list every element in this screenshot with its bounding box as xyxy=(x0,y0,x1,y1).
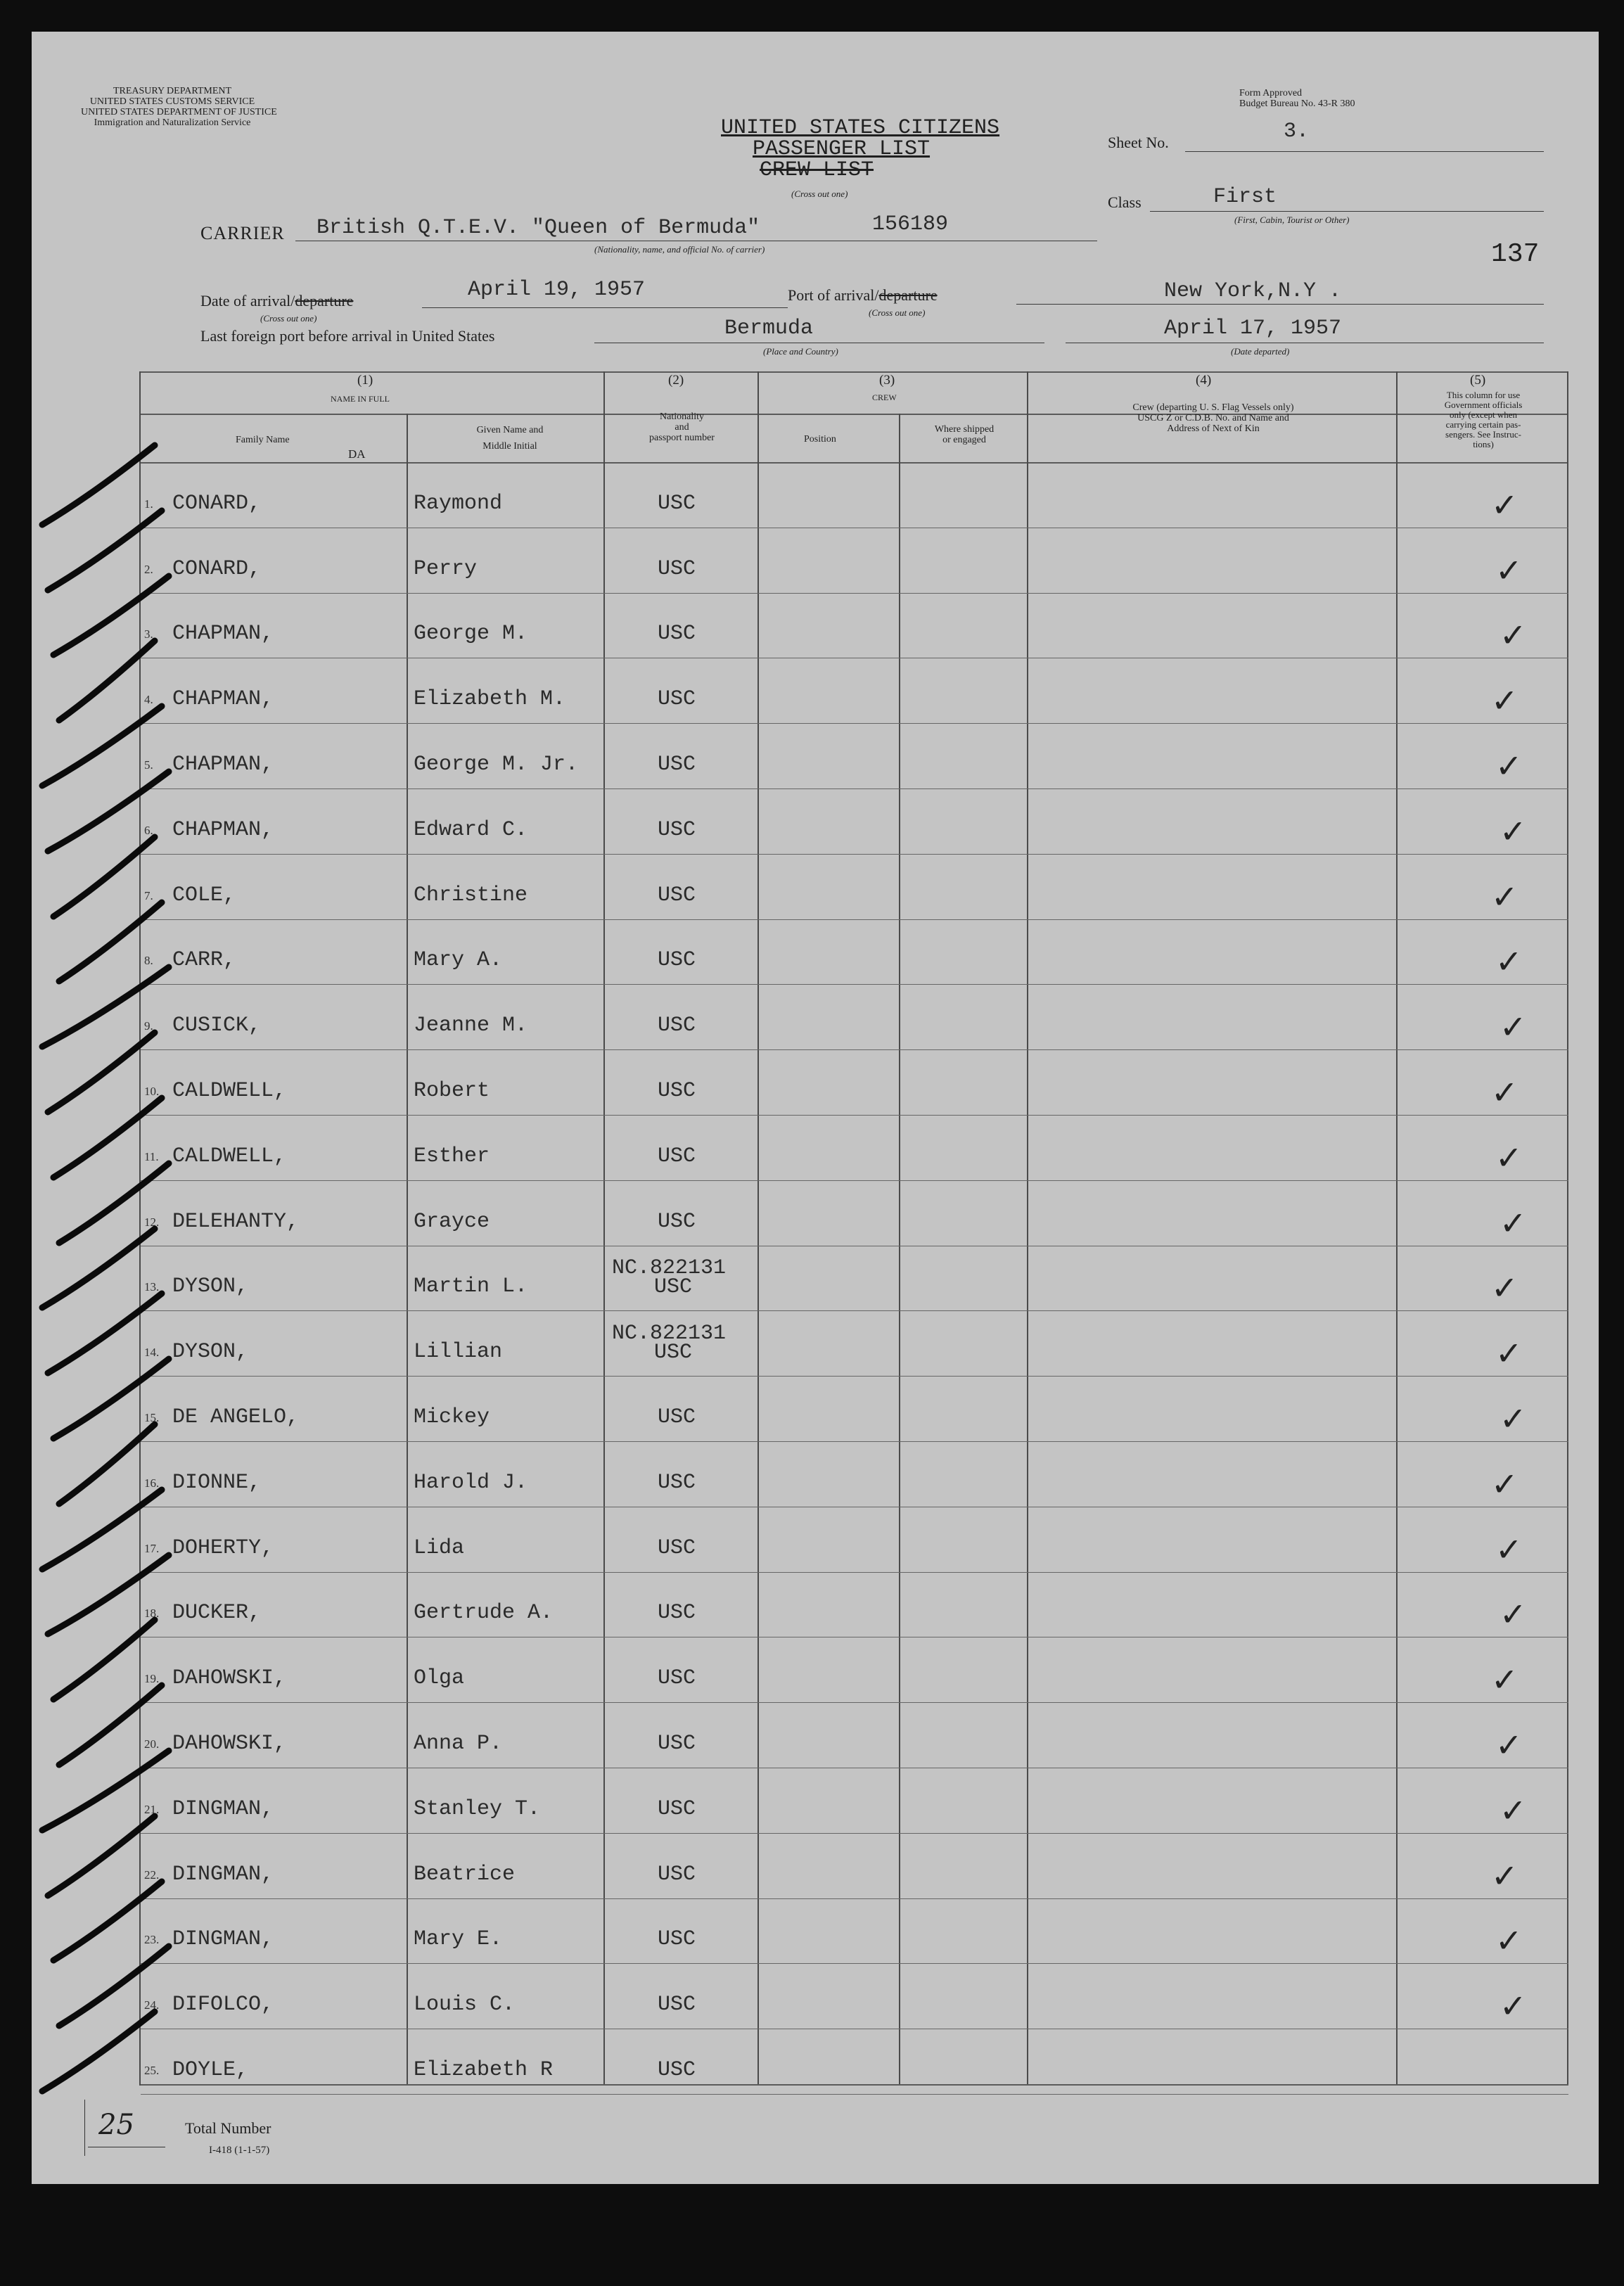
cross-out-note: (Cross out one) xyxy=(791,189,848,199)
nationality: USC xyxy=(658,492,696,516)
row-number: 7. xyxy=(144,889,153,902)
given-name: Gertrude A. xyxy=(414,1601,554,1625)
family-name: DINGMAN, xyxy=(172,1863,274,1886)
nationality: USC xyxy=(658,557,696,581)
given-name: Christine xyxy=(414,883,528,907)
col1-number: (1) xyxy=(357,373,373,388)
nationality: USC xyxy=(658,1405,696,1429)
family-name: CONARD, xyxy=(172,492,262,516)
row-number: 20. xyxy=(144,1737,160,1751)
margin-slash-mark xyxy=(42,445,155,525)
row-number: 8. xyxy=(144,954,153,967)
margin-slash-mark xyxy=(53,837,155,917)
family-name: DINGMAN, xyxy=(172,1797,274,1821)
col4-header: Crew (departing U. S. Flag Vessels only) USCG Z or C.D.B. No. and Name and Address of Next of Kin xyxy=(1132,402,1294,434)
margin-slash-mark xyxy=(59,1685,162,1765)
nationality: USC xyxy=(654,1341,693,1365)
nationality: USC xyxy=(658,1079,696,1103)
nationality: USC xyxy=(658,1863,696,1886)
family-name: DIONNE, xyxy=(172,1471,262,1495)
family-name-header: Family Name xyxy=(236,435,290,445)
row-number: 11. xyxy=(144,1150,159,1163)
given-name: George M. xyxy=(414,622,528,646)
col3-number: (3) xyxy=(879,373,895,388)
official-check-mark: ✓ xyxy=(1495,943,1523,981)
family-name: CALDWELL, xyxy=(172,1079,287,1103)
struck-departure: departure xyxy=(295,292,354,309)
family-name: DUCKER, xyxy=(172,1601,262,1625)
class-caption: (First, Cabin, Tourist or Other) xyxy=(1234,215,1350,225)
given-name: Grayce xyxy=(414,1210,490,1234)
family-name: DAHOWSKI, xyxy=(172,1666,287,1690)
col4-number: (4) xyxy=(1196,373,1212,388)
official-check-mark: ✓ xyxy=(1495,1726,1523,1764)
official-check-mark: ✓ xyxy=(1495,551,1523,589)
row-number: 9. xyxy=(144,1019,153,1033)
nationality: USC xyxy=(658,1536,696,1560)
given-name: Edward C. xyxy=(414,818,528,842)
row-number: 18. xyxy=(144,1607,160,1620)
form-approved: Form Approved xyxy=(1239,88,1303,98)
last-port-caption: (Place and Country) xyxy=(763,346,838,357)
given-name: Mary E. xyxy=(414,1927,503,1951)
nationality: USC xyxy=(658,1666,696,1690)
given-name: Anna P. xyxy=(414,1732,503,1756)
official-check-mark: ✓ xyxy=(1491,1857,1518,1895)
margin-slash-mark xyxy=(48,1033,155,1112)
nationality: USC xyxy=(658,622,696,646)
family-name: DOHERTY, xyxy=(172,1536,274,1560)
margin-slash-mark xyxy=(53,1098,162,1177)
official-check-mark: ✓ xyxy=(1491,1269,1518,1307)
row-number: 15. xyxy=(144,1411,160,1424)
row-number: 25. xyxy=(144,2064,160,2077)
date-cross-out: (Cross out one) xyxy=(260,313,317,324)
nationality: USC xyxy=(658,1927,696,1951)
official-check-mark: ✓ xyxy=(1491,682,1518,720)
official-check-mark: ✓ xyxy=(1491,1073,1518,1111)
position-header: Position xyxy=(804,434,836,445)
form-subtitle: PASSENGER LIST xyxy=(753,137,931,161)
nationality: USC xyxy=(658,1144,696,1168)
last-port-label: Last foreign port before arrival in United States xyxy=(200,327,495,345)
given-name: Esther xyxy=(414,1144,490,1168)
official-check-mark: ✓ xyxy=(1500,1400,1527,1438)
nationality: USC xyxy=(658,1993,696,2017)
struck-word: CREW LIST xyxy=(760,158,874,182)
date-of-arrival-label: Date of arrival/departure xyxy=(200,292,354,309)
margin-note: DA xyxy=(348,447,366,461)
row-number: 17. xyxy=(144,1542,160,1555)
nationality: USC xyxy=(658,1210,696,1234)
given-name: Lillian xyxy=(414,1340,503,1364)
margin-slash-mark xyxy=(59,641,155,720)
date-departed-caption: (Date departed) xyxy=(1231,346,1290,357)
nationality: USC xyxy=(654,1275,693,1299)
struck-port-departure: departure xyxy=(878,286,938,304)
total-number-label: Total Number xyxy=(185,2119,271,2137)
row-number: 2. xyxy=(144,563,153,576)
family-name: DOYLE, xyxy=(172,2058,249,2082)
page-number: 137 xyxy=(1491,239,1540,269)
margin-slash-mark xyxy=(53,1882,162,1960)
nationality: USC xyxy=(658,1014,696,1037)
nationality: USC xyxy=(658,948,696,972)
row-number: 22. xyxy=(144,1868,160,1882)
family-name: DYSON, xyxy=(172,1340,249,1364)
nationality: USC xyxy=(658,818,696,842)
nationality: USC xyxy=(658,753,696,777)
nationality: USC xyxy=(658,1601,696,1625)
passport-number: NC.822131 xyxy=(612,1322,727,1346)
given-name: George M. Jr. xyxy=(414,753,579,777)
date-of-arrival-value: April 19, 1957 xyxy=(468,278,646,302)
family-name: CUSICK, xyxy=(172,1014,262,1037)
port-of-arrival-value: New York,N.Y . xyxy=(1164,279,1342,303)
row-number: 24. xyxy=(144,1998,160,2012)
row-number: 21. xyxy=(144,1803,160,1816)
date-departed-value: April 17, 1957 xyxy=(1164,317,1342,340)
budget-bureau: Budget Bureau No. 43-R 380 xyxy=(1239,98,1355,109)
given-name: Olga xyxy=(414,1666,465,1690)
nationality: USC xyxy=(658,687,696,711)
official-check-mark: ✓ xyxy=(1495,747,1523,785)
given-name: Elizabeth R xyxy=(414,2058,554,2082)
nationality: USC xyxy=(658,1732,696,1756)
given-name: Stanley T. xyxy=(414,1797,541,1821)
nationality: USC xyxy=(658,883,696,907)
given-name: Lida xyxy=(414,1536,465,1560)
given-name: Perry xyxy=(414,557,478,581)
official-check-mark: ✓ xyxy=(1491,878,1518,916)
given-name: Beatrice xyxy=(414,1863,516,1886)
row-number: 4. xyxy=(144,693,153,706)
form-title: UNITED STATES CITIZENS xyxy=(721,116,1000,140)
row-number: 16. xyxy=(144,1476,160,1490)
col2-header: Nationality and passport number xyxy=(649,411,715,443)
family-name: COLE, xyxy=(172,883,236,907)
agency-line: Immigration and Naturalization Service xyxy=(94,117,251,128)
margin-slash-mark xyxy=(48,1816,155,1896)
official-check-mark: ✓ xyxy=(1491,1465,1518,1503)
margin-slash-mark xyxy=(53,1620,155,1699)
row-number: 10. xyxy=(144,1085,160,1098)
row-number: 23. xyxy=(144,1933,160,1946)
row-number: 5. xyxy=(144,758,153,772)
sheet-label: Sheet No. xyxy=(1108,134,1169,151)
official-check-mark: ✓ xyxy=(1500,1008,1527,1046)
nationality: USC xyxy=(658,1797,696,1821)
given-name: Elizabeth M. xyxy=(414,687,566,711)
given-name: Mary A. xyxy=(414,948,503,972)
margin-slash-mark xyxy=(59,902,162,981)
family-name: CONARD, xyxy=(172,557,262,581)
last-port-value: Bermuda xyxy=(724,317,814,340)
agency-line: UNITED STATES DEPARTMENT OF JUSTICE xyxy=(81,107,277,117)
family-name: CHAPMAN, xyxy=(172,753,274,777)
official-check-mark: ✓ xyxy=(1495,1531,1523,1569)
where-shipped-header: Where shipped or engaged xyxy=(934,424,995,445)
col5-header: This column for use Government officials only (except when carrying certain pas- sengers. See Instruc- tions) xyxy=(1444,390,1523,449)
carrier-official-no: 156189 xyxy=(872,212,949,236)
port-cross-out: (Cross out one) xyxy=(869,307,926,318)
family-name: DINGMAN, xyxy=(172,1927,274,1951)
family-name: CARR, xyxy=(172,948,236,972)
row-number: 1. xyxy=(144,497,153,511)
row-number: 6. xyxy=(144,824,153,837)
given-name: Jeanne M. xyxy=(414,1014,528,1037)
row-number: 19. xyxy=(144,1672,160,1685)
given-name: Harold J. xyxy=(414,1471,528,1495)
margin-slash-mark xyxy=(59,1424,155,1504)
given-name: Raymond xyxy=(414,492,503,516)
family-name: DELEHANTY, xyxy=(172,1210,300,1234)
family-name: DIFOLCO, xyxy=(172,1993,274,2017)
nationality: USC xyxy=(658,2058,696,2082)
official-check-mark: ✓ xyxy=(1500,616,1527,654)
family-name: CHAPMAN, xyxy=(172,622,274,646)
col5-number: (5) xyxy=(1470,373,1486,388)
agency-line: TREASURY DEPARTMENT xyxy=(113,86,232,96)
official-check-mark: ✓ xyxy=(1495,1334,1523,1372)
official-check-mark: ✓ xyxy=(1500,1792,1527,1830)
row-number: 12. xyxy=(144,1215,160,1229)
official-check-mark: ✓ xyxy=(1500,1595,1527,1633)
given-name: Louis C. xyxy=(414,1993,516,2017)
family-name: CHAPMAN, xyxy=(172,687,274,711)
passport-number: NC.822131 xyxy=(612,1256,727,1280)
official-check-mark: ✓ xyxy=(1500,1987,1527,2025)
col1-title: NAME IN FULL xyxy=(331,394,390,404)
col2-number: (2) xyxy=(668,373,684,388)
row-number: 13. xyxy=(144,1280,160,1294)
given-name: Martin L. xyxy=(414,1275,528,1298)
margin-slash-mark xyxy=(48,511,162,590)
official-check-mark: ✓ xyxy=(1500,1204,1527,1242)
class-value: First xyxy=(1213,185,1277,209)
family-name: DAHOWSKI, xyxy=(172,1732,287,1756)
row-number: 3. xyxy=(144,627,153,641)
carrier-label: CARRIER xyxy=(200,223,285,243)
given-name: Robert xyxy=(414,1079,490,1103)
carrier-caption: (Nationality, name, and official No. of carrier) xyxy=(594,244,765,255)
total-number-value: 25 xyxy=(98,2109,134,2141)
form-code: I-418 (1-1-57) xyxy=(209,2145,270,2156)
official-check-mark: ✓ xyxy=(1491,486,1518,524)
given-name-header: Given Name and Middle Initial xyxy=(476,425,544,452)
carrier-value: British Q.T.E.V. "Queen of Bermuda" xyxy=(317,216,760,240)
official-check-mark: ✓ xyxy=(1491,1661,1518,1699)
margin-slash-mark xyxy=(48,1294,162,1373)
class-label: Class xyxy=(1108,193,1142,211)
sheet-value: 3. xyxy=(1284,120,1310,143)
col3-title: CREW xyxy=(872,392,897,402)
official-check-mark: ✓ xyxy=(1500,812,1527,850)
family-name: DYSON, xyxy=(172,1275,249,1298)
official-check-mark: ✓ xyxy=(1495,1139,1523,1177)
port-of-arrival-label: Port of arrival/departure xyxy=(788,286,938,304)
family-name: CALDWELL, xyxy=(172,1144,287,1168)
official-check-mark: ✓ xyxy=(1495,1922,1523,1960)
family-name: DE ANGELO, xyxy=(172,1405,300,1429)
agency-line: UNITED STATES CUSTOMS SERVICE xyxy=(89,96,255,107)
family-name: CHAPMAN, xyxy=(172,818,274,842)
given-name: Mickey xyxy=(414,1405,490,1429)
row-number: 14. xyxy=(144,1346,160,1359)
nationality: USC xyxy=(658,1471,696,1495)
